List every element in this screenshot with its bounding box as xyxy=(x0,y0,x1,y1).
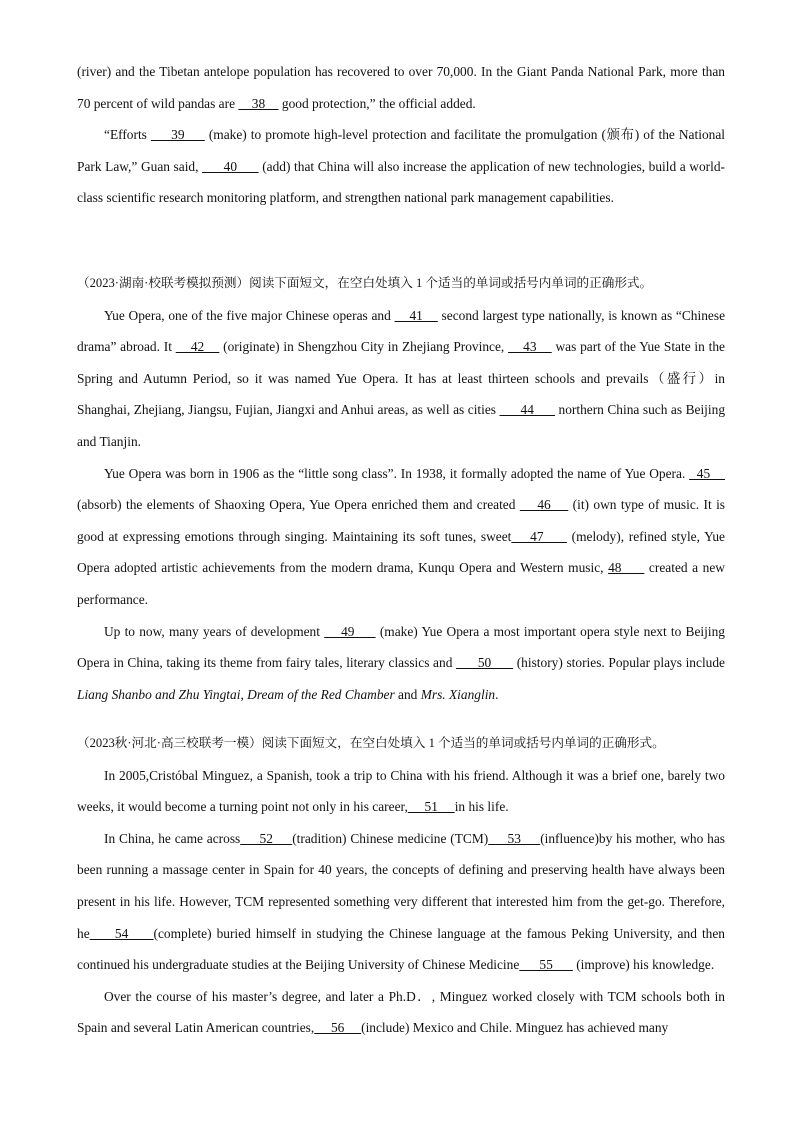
paragraph: Yue Opera was born in 1906 as the “little song class”. In 1938, it formally adopted the name of Yue Opera. 45 (absorb) the elements of Shaoxing Opera, Yue Opera enriched them and created 46 (it) own type of music. It is good at expressing emotions through singing. Maintaining its soft tunes, sweet 47 (melody), refined style, Yue Opera adopted artistic achievements from the modern drama, Kunqu Opera and Western music, 48 created a new performance. xyxy=(77,465,725,607)
blank-40: 40 xyxy=(202,158,259,174)
play-title: Mrs. Xianglin xyxy=(420,686,496,702)
blank-53: 53 xyxy=(488,830,541,846)
blank-52: 52 xyxy=(240,830,293,846)
paragraph: Yue Opera, one of the five major Chinese operas and 41 second largest type nationally, is known as “Chinese drama” abroad. It 42 (originate) in Shengzhou City in Zhejiang Province, 43 was part of the Yue State in the Spring and Autumn Period, so it was named Yue Opera. It has at least thirteen schools and prevails（盛行）in Shanghai, Zhejiang, Jiangsu, Fujian, Jiangxi and Anhui areas, as well as cities 44 northern China such as Beijing and Tianjin. xyxy=(77,307,726,449)
passage-yue-opera xyxy=(77,268,725,710)
blank-42: 42 xyxy=(175,339,220,355)
paragraph: Over the course of his master’s degree, and later a Ph.D．, Minguez worked closely with TCM schools both in Spain and several Latin American countries, 56 (include) Mexico and Chile. Minguez has achieved many xyxy=(77,988,725,1036)
blank-43: 43 xyxy=(508,339,552,355)
blank-38: 38 xyxy=(238,95,279,111)
paragraph: In 2005,Cristóbal Minguez, a Spanish, took a trip to China with his friend. Although it was a brief one, barely two weeks, it would become a turning point not only in his career, 51 in his life. xyxy=(77,767,725,815)
play-title: Liang Shanbo and Zhu Yingtai xyxy=(77,686,241,702)
blank-44: 44 xyxy=(499,402,555,418)
blank-55: 55 xyxy=(519,957,573,973)
blank-51: 51 xyxy=(407,799,455,815)
blank-39: 39 xyxy=(150,127,205,143)
blank-48: 48 xyxy=(608,560,645,576)
blank-41: 41 xyxy=(394,307,438,323)
blank-54: 54 xyxy=(89,925,154,941)
blank-49: 49 xyxy=(324,623,376,639)
play-title: Dream of the Red Chamber xyxy=(247,686,395,702)
blank-47: 47 xyxy=(511,528,567,544)
passage-minguez xyxy=(77,728,725,1044)
paragraph: “Efforts 39 (make) to promote high-level protection and facilitate the promulgation (颁布) of the National Park Law,” Guan said, 40 (add) that China will also increase the application of new technologies, build a world-class scientific research monitoring platform, and strengthen national park management capabilities. xyxy=(77,127,726,206)
paragraph: (river) and the Tibetan antelope population has recovered to over 70,000. In the Giant Panda National Park, more than 70 percent of wild pandas are 38 good protection,” the official added. xyxy=(77,64,725,111)
passage-continuation xyxy=(77,56,725,214)
exercise-heading: （2023·湖南·校联考模拟预测）阅读下面短文，在空白处填入 1 个适当的单词或括号内单词的正确形式。 xyxy=(77,276,653,290)
exercise-heading: （2023秋·河北·高三校联考一模）阅读下面短文，在空白处填入 1 个适当的单词或括号内单词的正确形式。 xyxy=(77,736,665,750)
blank-50: 50 xyxy=(456,655,514,671)
paragraph: In China, he came across 52 (tradition) Chinese medicine (TCM) 53 (influence)by his mother, who has been running a massage center in Spain for 40 years, the concepts of defining and preserving health have always been present in his life. However, TCM represented something very different that interested him from the get-go. Therefore, he 54 (complete) buried himself in studying the Chinese language at the famous Peking University, and then continued his undergraduate studies at the Beijing University of Chinese Medicine 55 (improve) his knowledge. xyxy=(77,830,726,973)
blank-45: 45 xyxy=(689,465,725,481)
blank-56: 56 xyxy=(314,1020,362,1036)
paragraph: Up to now, many years of development 49 (make) Yue Opera a most important opera style next to Beijing Opera in China, taking its theme from fairy tales, literary classics and 50 (history) stories. Popular plays include Liang Shanbo and Zhu Yingtai, Dream of the Red Chamber and Mrs. Xianglin. xyxy=(77,623,726,702)
blank-46: 46 xyxy=(519,497,569,513)
